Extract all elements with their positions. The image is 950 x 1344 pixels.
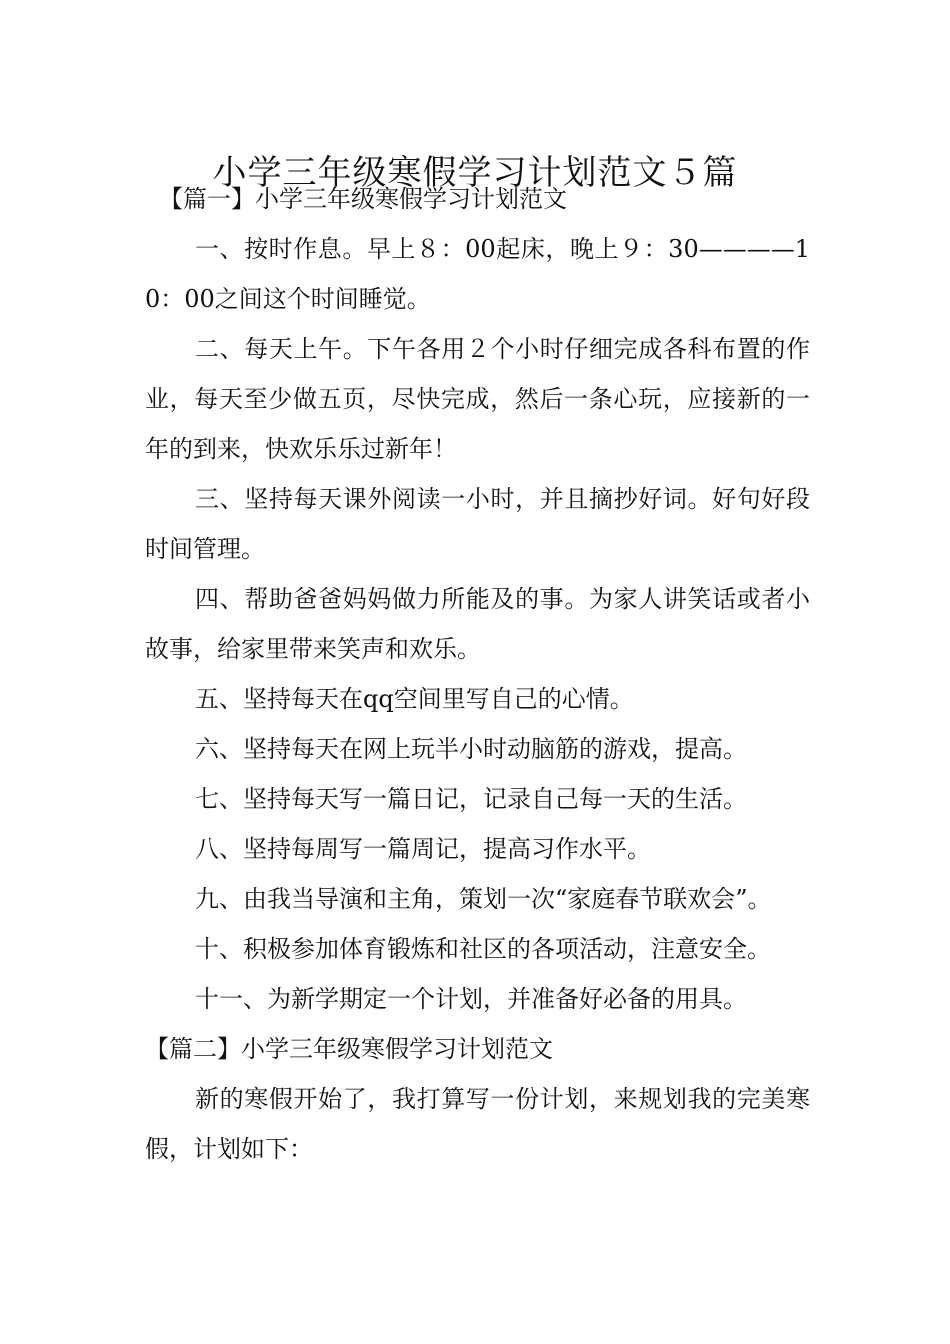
paragraph: 一、按时作息。早上８：00起床，晚上９：30————10：00之间这个时间睡觉。 [145, 235, 810, 313]
paragraph: 五、坚持每天在qq空间里写自己的心情。 [195, 685, 634, 713]
paragraph: 九、由我当导演和主角，策划一次“家庭春节联欢会”。 [195, 885, 772, 913]
paragraph: 七、坚持每天写一篇日记，记录自己每一天的生活。 [195, 785, 747, 813]
paragraph: 十、积极参加体育锻炼和社区的各项活动，注意安全。 [195, 935, 771, 963]
paragraph: 三、坚持每天课外阅读一小时，并且摘抄好词。好句好段时间管理。 [145, 485, 810, 563]
section-2-heading: 【篇二】小学三年级寒假学习计划范文 [145, 1035, 553, 1063]
paragraph: 四、帮助爸爸妈妈做力所能及的事。为家人讲笑话或者小故事，给家里带来笑声和欢乐。 [145, 585, 810, 663]
paragraph: 十一、为新学期定一个计划，并准备好必备的用具。 [195, 985, 747, 1013]
document-body [145, 174, 810, 1174]
paragraph: 新的寒假开始了，我打算写一份计划，来规划我的完美寒假，计划如下： [145, 1085, 810, 1163]
page-title: 小学三年级寒假学习计划范文５篇 [212, 152, 738, 193]
paragraph: 六、坚持每天在网上玩半小时动脑筋的游戏，提高。 [195, 735, 747, 763]
paragraph: 八、坚持每周写一篇周记，提高习作水平。 [195, 835, 651, 863]
section-1-heading: 【篇一】小学三年级寒假学习计划范文 [159, 185, 567, 213]
paragraph: 二、每天上午。下午各用２个小时仔细完成各科布置的作业，每天至少做五页，尽快完成，然后一条心玩，应接新的一年的到来，快欢乐乐过新年！ [145, 335, 810, 463]
